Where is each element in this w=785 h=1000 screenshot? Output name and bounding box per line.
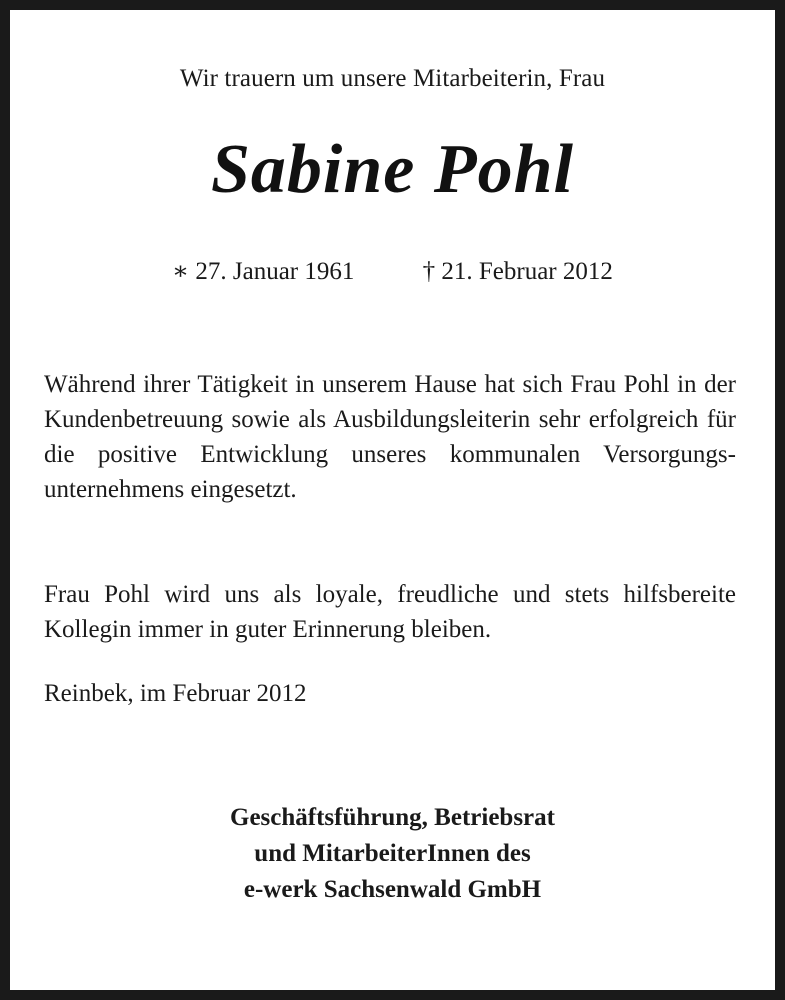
- signature-line-2: und MitarbeiterInnen des: [254, 840, 531, 867]
- signature-line-1: Geschäftsführung, Betriebsrat: [230, 804, 555, 831]
- tribute-paragraph: Während ihrer Tätigkeit in unserem Hause hat sich Frau Pohl in der Kundenbetreuung sowie als Ausbildungsleiterin sehr erfolgreich für die positive Entwicklung unseres kommunalen Versorgungs- unternehmens eingesetzt.: [44, 371, 736, 503]
- death-date: † 21. Februar 2012: [422, 258, 613, 285]
- deceased-name: Sabine Pohl: [210, 131, 575, 208]
- signature-line-3: e-werk Sachsenwald GmbH: [243, 876, 542, 903]
- signature-block: [10, 800, 775, 908]
- intro-line: Wir trauern um unsere Mitarbeiterin, Frau: [179, 65, 606, 92]
- remembrance-paragraph: Frau Pohl wird uns als loyale, freudliche und stets hilfsbereite Kollegin immer in guter Erinnerung bleiben.: [44, 581, 736, 643]
- life-dates: [10, 256, 775, 286]
- place-and-date: Reinbek, im Februar 2012: [44, 680, 307, 707]
- birth-date: ∗ 27. Januar 1961: [172, 258, 355, 285]
